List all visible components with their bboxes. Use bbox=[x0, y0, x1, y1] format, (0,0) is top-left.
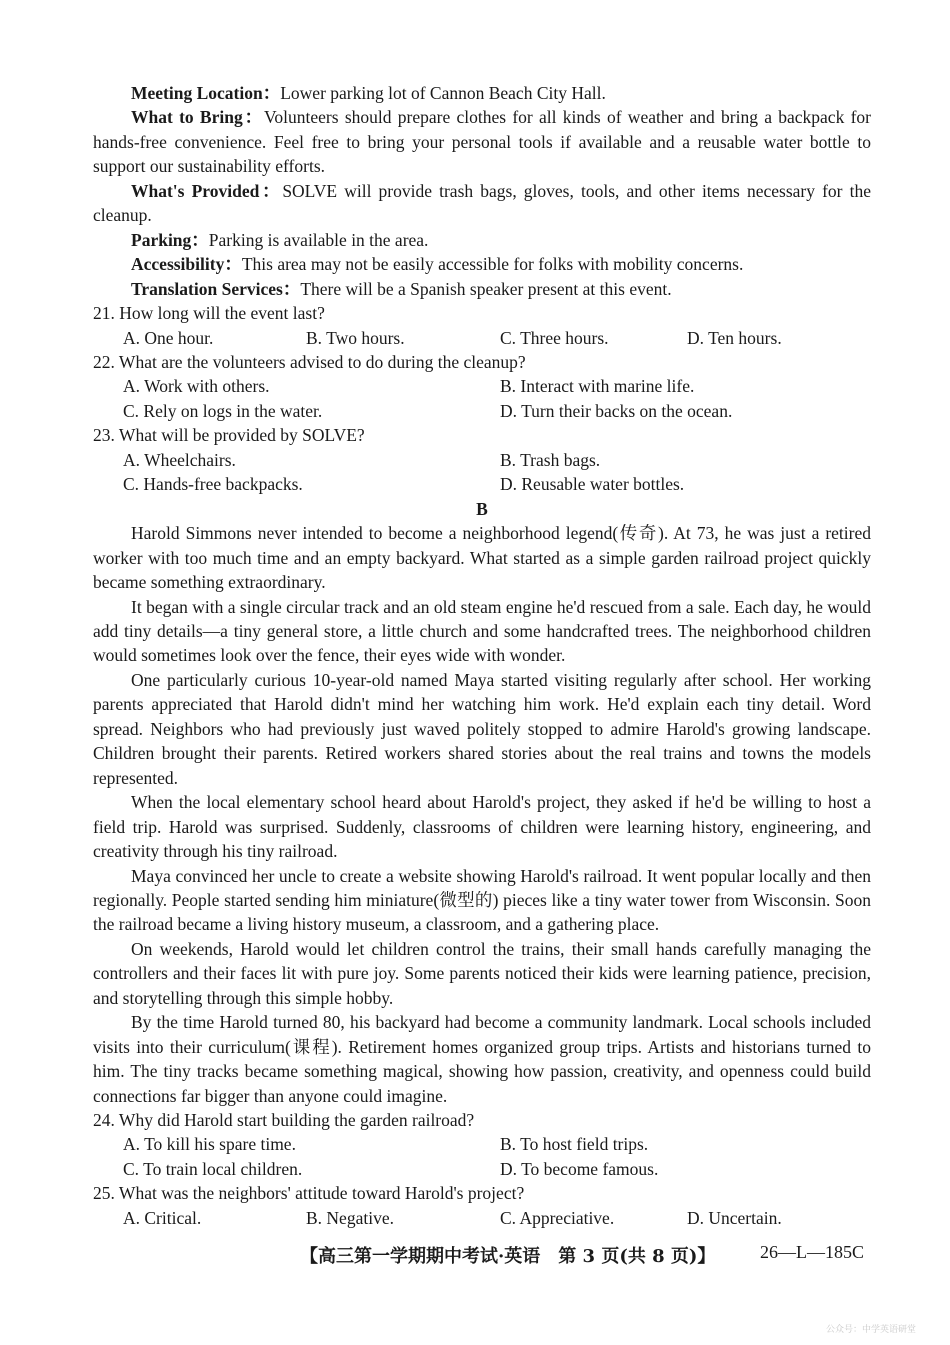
question-stem: 21. How long will the event last? bbox=[93, 303, 325, 324]
info-line bbox=[93, 228, 871, 252]
info-text: Volunteers should prepare clothes for all kinds of weather and bring a backpack for hands-free convenience. Feel free to bring your personal tools if available and a reusable water bottle to support our sustainability efforts. bbox=[93, 107, 871, 177]
option-a: A. To kill his spare time. bbox=[123, 1134, 296, 1155]
exam-code: 26—L—185C bbox=[760, 1242, 865, 1262]
info-line bbox=[93, 179, 871, 228]
question-24 bbox=[93, 1108, 871, 1181]
info-label: Accessibility： bbox=[131, 254, 242, 275]
option-c: C. Three hours. bbox=[500, 327, 609, 348]
option-d: D. Uncertain. bbox=[687, 1207, 782, 1228]
option-c: C. To train local children. bbox=[123, 1158, 303, 1179]
paragraph: One particularly curious 10-year-old named Maya started visiting regularly after school. Her working parents appreciated that Harold didn't mind her watching him work. He'd explain each tiny detail. Word spread. Neighbors who had previously just waved politely stopped to admire Harold's growing landscape. Children brought their parents. Retired workers shared stories about the real trains and towns the models represented. bbox=[93, 669, 871, 788]
option-c: C. Rely on logs in the water. bbox=[123, 400, 323, 421]
question-stem: 23. What will be provided by SOLVE? bbox=[93, 425, 365, 446]
info-text: Parking is available in the area. bbox=[208, 229, 429, 250]
question-25 bbox=[93, 1181, 871, 1230]
question-stem: 24. Why did Harold start building the garden railroad? bbox=[93, 1110, 475, 1131]
info-line bbox=[93, 252, 871, 276]
paragraph: Harold Simmons never intended to become a neighborhood legend(传奇). At 73, he was just a retired worker with too much time and an empty backyard. What started as a simple garden railroad project quickly became something extraordinary. bbox=[93, 523, 871, 593]
info-line bbox=[93, 81, 871, 105]
option-d: D. Turn their backs on the ocean. bbox=[500, 400, 733, 421]
info-label: What to Bring： bbox=[131, 107, 265, 128]
option-b: B. Negative. bbox=[306, 1207, 394, 1228]
info-label: Translation Services： bbox=[131, 278, 301, 299]
section-b-heading: B bbox=[476, 498, 488, 519]
option-a: A. Critical. bbox=[123, 1207, 202, 1228]
paragraph: It began with a single circular track and an old steam engine he'd rescued from a sale. Each day, he would add tiny details—a tiny general store, a little church and some handcrafted trees. The neighborhood children would sometimes look over the fence, their eyes wide with wonder. bbox=[93, 596, 871, 666]
option-c: C. Appreciative. bbox=[500, 1207, 615, 1228]
paragraph: Maya convinced her uncle to create a website showing Harold's railroad. It went popular locally and then regionally. People started sending him miniature(微型的) pieces like a tiny water tower from Wisconsin. Soon the railroad became a living history museum, a classroom, and a gathering place. bbox=[93, 865, 871, 935]
question-stem: 22. What are the volunteers advised to do during the cleanup? bbox=[93, 351, 526, 372]
option-a: A. One hour. bbox=[123, 327, 214, 348]
option-b: B. Interact with marine life. bbox=[500, 376, 695, 397]
paragraph: By the time Harold turned 80, his backyard had become a community landmark. Local schools included visits into their curriculum(课程). Retirement homes organized group trips. Artists and historians turned to him. The tiny tracks became something magical, showing how passion, creativity, and openness could build connections far bigger than anyone could imagine. bbox=[93, 1012, 871, 1106]
info-line bbox=[93, 277, 871, 301]
option-d: D. To become famous. bbox=[500, 1158, 659, 1179]
info-line bbox=[93, 105, 871, 178]
question-stem: 25. What was the neighbors' attitude toward Harold's project? bbox=[93, 1183, 525, 1204]
info-text: There will be a Spanish speaker present at this event. bbox=[300, 278, 672, 299]
info-label: Meeting Location： bbox=[131, 83, 281, 103]
info-text: SOLVE will provide trash bags, gloves, tools, and other items necessary for the cleanup. bbox=[93, 180, 871, 226]
passage-a bbox=[93, 81, 871, 301]
watermark: 公众号：中学英语研堂 bbox=[826, 1325, 917, 1335]
passage-b bbox=[93, 521, 871, 1108]
option-b: B. Trash bags. bbox=[500, 449, 601, 470]
page-footer-title: 【高三第一学期期中考试·英语 第 3 页(共 8 页)】 bbox=[300, 1246, 716, 1267]
question-22 bbox=[93, 350, 871, 423]
info-label: Parking： bbox=[131, 229, 209, 250]
option-c: C. Hands-free backpacks. bbox=[123, 474, 303, 495]
option-b: B. Two hours. bbox=[306, 327, 405, 348]
paragraph: On weekends, Harold would let children control the trains, their small hands carefully managing the controllers and their faces lit with pure joy. Some parents noticed their kids were learning patience, precision, and storytelling through this simple hobby. bbox=[93, 938, 871, 1008]
option-a: A. Work with others. bbox=[123, 376, 270, 397]
question-23 bbox=[93, 423, 871, 496]
exam-page-content bbox=[93, 81, 871, 1230]
info-text: Lower parking lot of Cannon Beach City Hall. bbox=[280, 83, 606, 103]
info-label: What's Provided： bbox=[131, 180, 283, 201]
question-21 bbox=[93, 301, 871, 350]
option-a: A. Wheelchairs. bbox=[123, 449, 236, 470]
paragraph: When the local elementary school heard about Harold's project, they asked if he'd be willing to host a field trip. Harold was surprised. Suddenly, classrooms of children were learning history, engineering, and creativity through his tiny railroad. bbox=[93, 792, 871, 862]
option-d: D. Reusable water bottles. bbox=[500, 474, 685, 495]
info-text: This area may not be easily accessible for folks with mobility concerns. bbox=[241, 254, 744, 275]
option-b: B. To host field trips. bbox=[500, 1134, 649, 1155]
option-d: D. Ten hours. bbox=[687, 327, 782, 348]
